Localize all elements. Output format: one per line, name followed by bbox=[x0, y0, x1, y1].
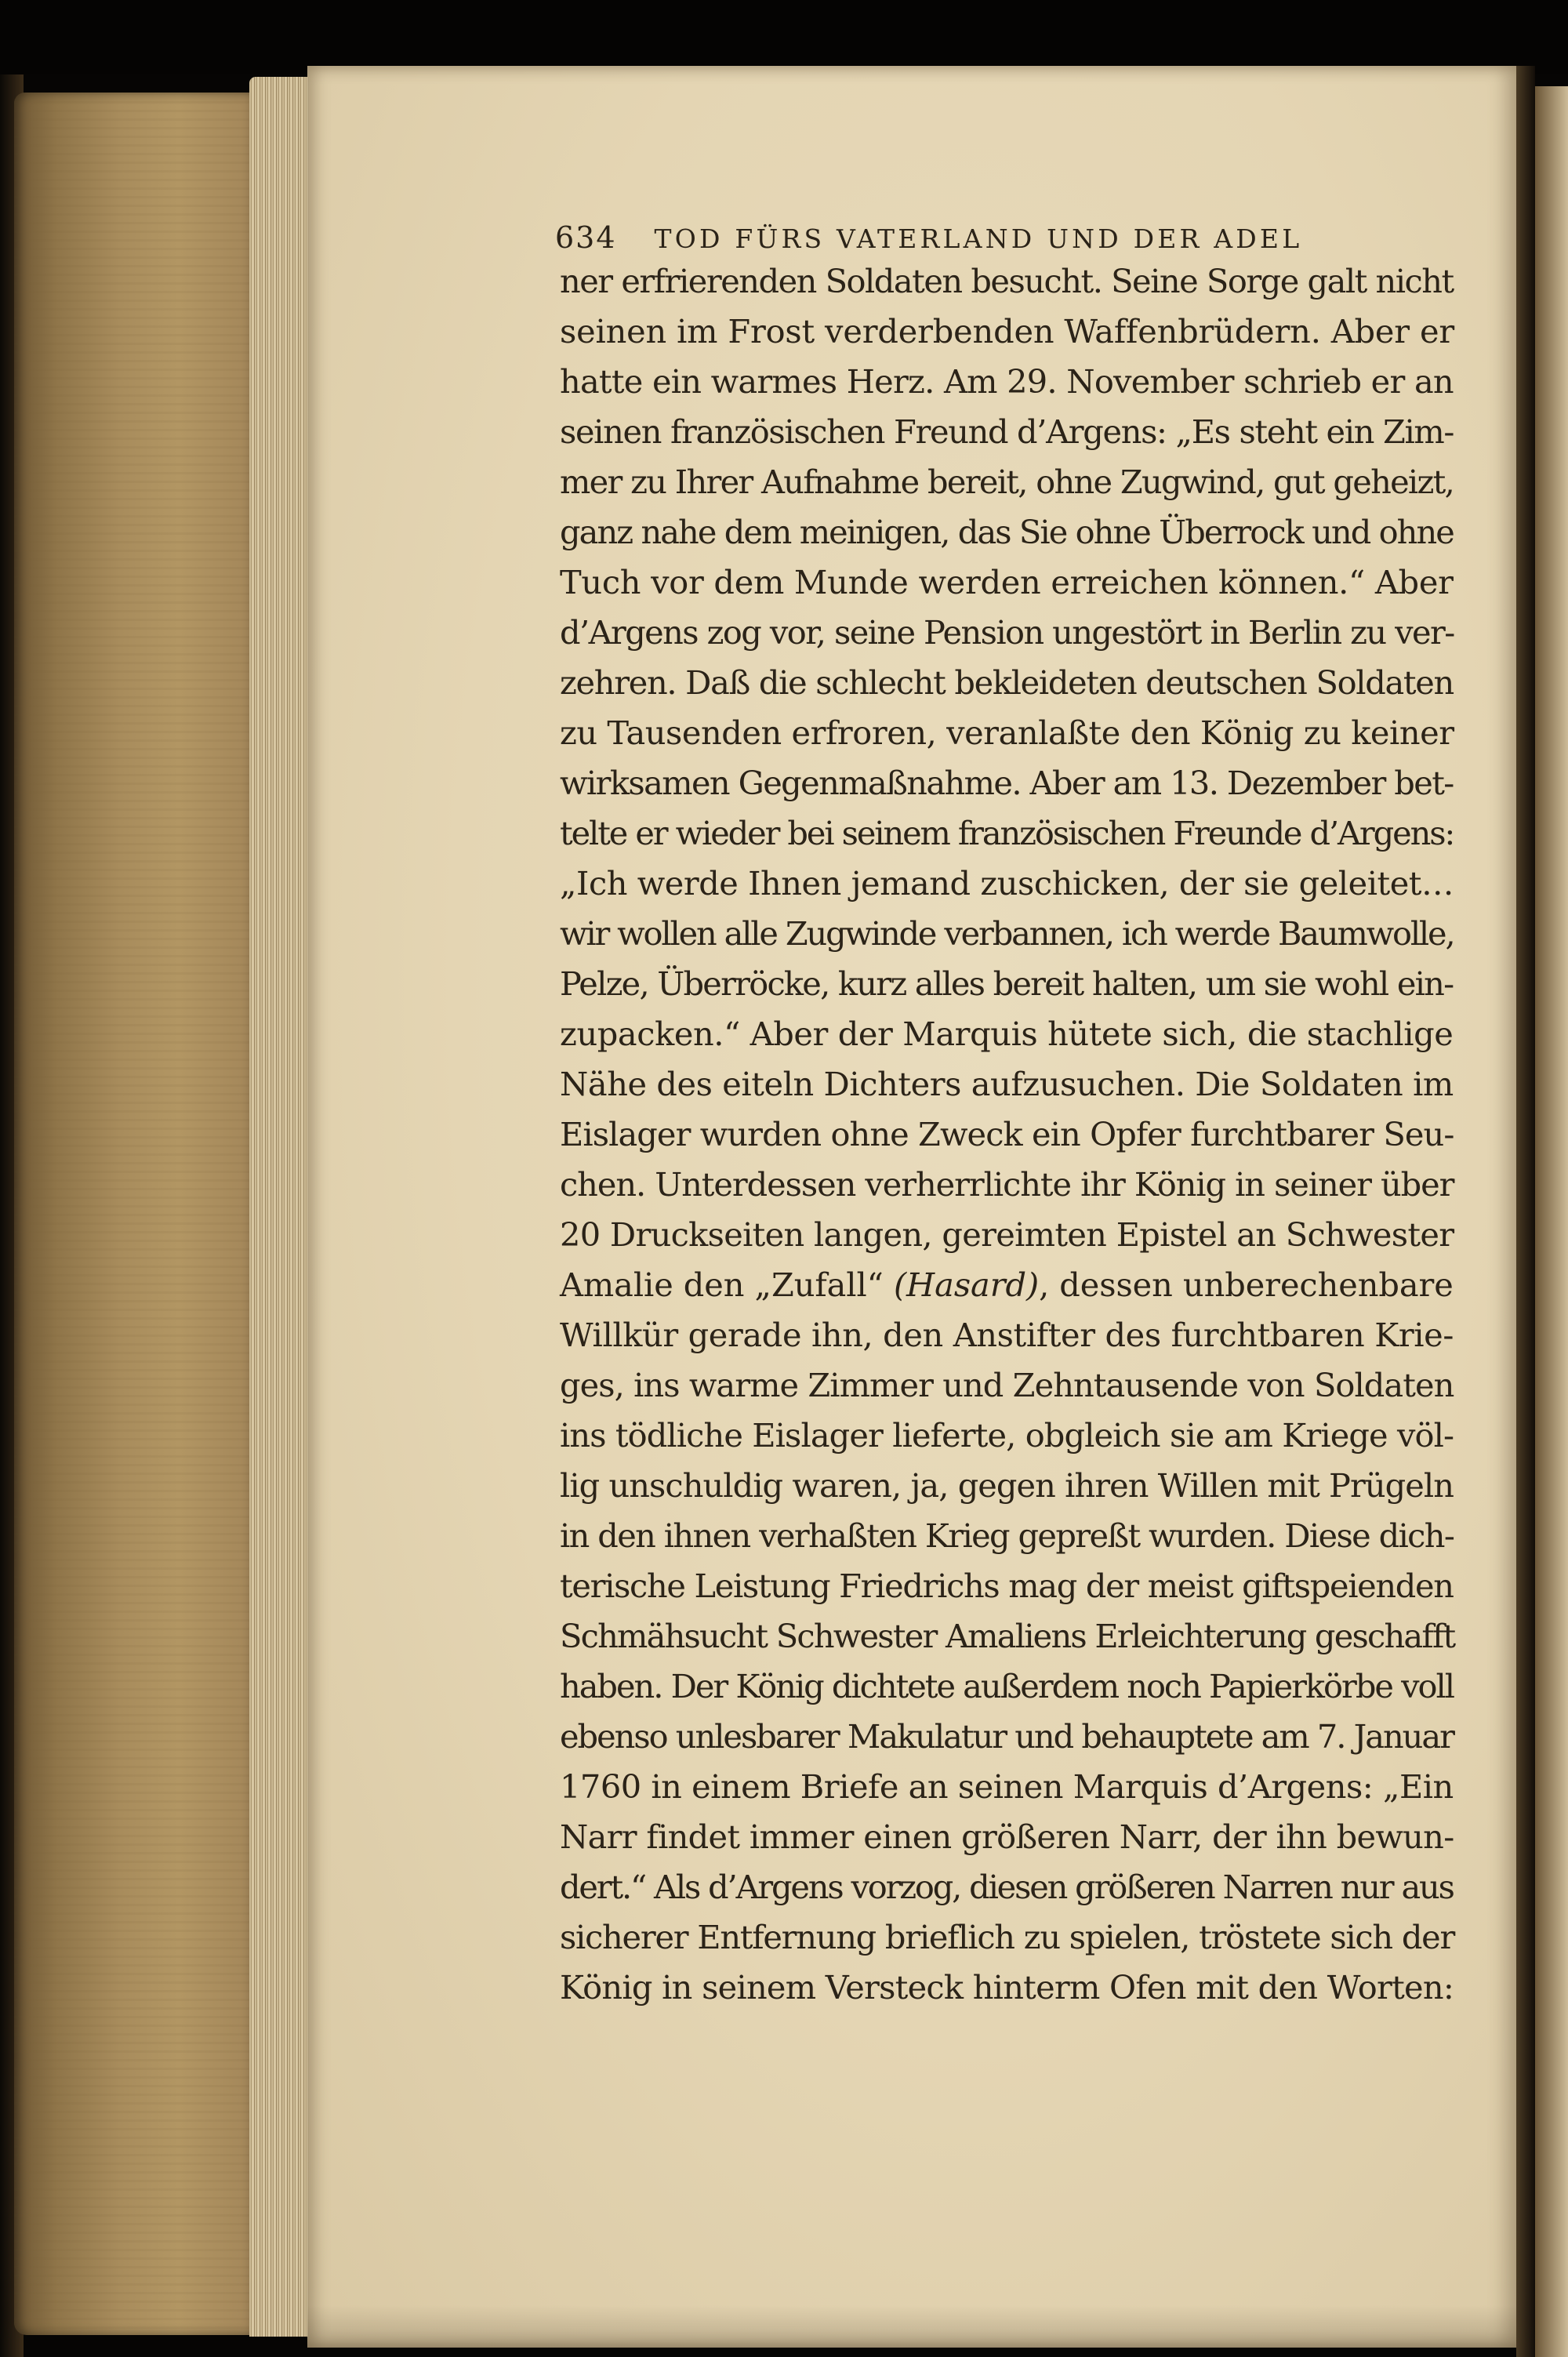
text-line: sicherer Entfernung brieflich zu spielen, tröstete sich der bbox=[560, 1918, 1455, 1956]
page-number: 634 bbox=[555, 220, 617, 255]
text-line: dert.“ Als d’Argens vorzog, diesen größeren Narren nur aus bbox=[560, 1868, 1454, 1906]
text-line: ges, ins warme Zimmer und Zehntausende von Soldaten bbox=[560, 1366, 1454, 1404]
text-line: 1760 in einem Briefe an seinen Marquis d’Argens: „Ein bbox=[560, 1767, 1454, 1806]
text-line: in den ihnen verhaßten Krieg gepreßt wurden. Diese dich- bbox=[560, 1516, 1454, 1555]
amalie-line-start: Amalie den „Zufall“ bbox=[560, 1266, 894, 1304]
text-line: seinen französischen Freund d’Argens: „Es steht ein Zim- bbox=[560, 412, 1454, 451]
text-line: hatte ein warmes Herz. Am 29. November schrieb er an bbox=[560, 362, 1454, 401]
hasard-italic: (Hasard) bbox=[893, 1266, 1040, 1304]
text-line: Tuch vor dem Munde werden erreichen können.“ Aber bbox=[560, 563, 1454, 601]
text-line: ner erfrierenden Soldaten besucht. Seine Sorge galt nicht bbox=[560, 262, 1454, 300]
text-line: ins tödliche Eislager lieferte, obgleich sie am Kriege völ- bbox=[560, 1416, 1454, 1455]
page-block-edge bbox=[14, 93, 249, 2335]
text-line: zupacken.“ Aber der Marquis hütete sich, die stachlige bbox=[560, 1015, 1454, 1053]
text-line: seinen im Frost verderbenden Waffenbrüdern. Aber er bbox=[560, 312, 1454, 350]
text-line: 20 Druckseiten langen, gereimten Epistel an Schwester bbox=[560, 1215, 1454, 1254]
amalie-line-end: , dessen unberechenbare bbox=[1039, 1266, 1454, 1304]
text-line: Pelze, Überröcke, kurz alles bereit halten, um sie wohl ein- bbox=[560, 964, 1454, 1003]
text-line: d’Argens zog vor, seine Pension ungestört in Berlin zu ver- bbox=[560, 613, 1454, 652]
text-line: chen. Unterdessen verherrlichte ihr König in seiner über bbox=[560, 1165, 1454, 1204]
scan-background bbox=[0, 0, 1568, 74]
text-line: telte er wieder bei seinem französischen Freunde d’Argens: bbox=[560, 814, 1454, 852]
text-line: zu Tausenden erfroren, veranlaßte den König zu keiner bbox=[560, 714, 1454, 752]
text-line: „Ich werde Ihnen jemand zuschicken, der sie geleitet… bbox=[560, 864, 1454, 902]
text-line: ebenso unlesbarer Makulatur und behauptete am 7. Januar bbox=[560, 1717, 1454, 1756]
running-head bbox=[555, 220, 1394, 260]
gutter-shadow bbox=[1516, 66, 1535, 2357]
next-page-edge bbox=[1535, 86, 1568, 2357]
text-line: mer zu Ihrer Aufnahme bereit, ohne Zugwind, gut geheizt, bbox=[560, 463, 1454, 501]
text-line: haben. Der König dichtete außerdem noch Papierkörbe voll bbox=[560, 1667, 1454, 1705]
body-text bbox=[560, 256, 1454, 2013]
text-line: ganz nahe dem meinigen, das Sie ohne Überrock und ohne bbox=[560, 513, 1454, 551]
text-line-amalie bbox=[560, 1260, 1454, 1310]
text-line: Willkür gerade ihn, den Anstifter des furchtbaren Krie- bbox=[560, 1316, 1454, 1354]
page-bottom-shade bbox=[307, 2305, 1516, 2348]
text-line: lig unschuldig waren, ja, gegen ihren Willen mit Prügeln bbox=[560, 1466, 1454, 1505]
page-stack-edges bbox=[249, 77, 314, 2337]
text-line: König in seinem Versteck hinterm Ofen mit den Worten: bbox=[560, 1968, 1454, 2007]
text-line: Nähe des eiteln Dichters aufzusuchen. Die Soldaten im bbox=[560, 1065, 1454, 1103]
text-line: Schmähsucht Schwester Amaliens Erleichterung geschafft bbox=[560, 1617, 1455, 1655]
text-line: Eislager wurden ohne Zweck ein Opfer furchtbarer Seu- bbox=[560, 1115, 1454, 1153]
text-line: wirksamen Gegenmaßnahme. Aber am 13. Dezember bet- bbox=[560, 764, 1454, 802]
text-line: wir wollen alle Zugwinde verbannen, ich werde Baumwolle, bbox=[560, 914, 1454, 953]
text-line: zehren. Daß die schlecht bekleideten deutschen Soldaten bbox=[560, 663, 1454, 702]
text-line: Narr findet immer einen größeren Narr, der ihn bewun- bbox=[560, 1818, 1454, 1856]
text-line: terische Leistung Friedrichs mag der meist giftspeienden bbox=[560, 1567, 1454, 1605]
running-title: TOD FÜRS VATERLAND UND DER ADEL bbox=[654, 223, 1303, 254]
